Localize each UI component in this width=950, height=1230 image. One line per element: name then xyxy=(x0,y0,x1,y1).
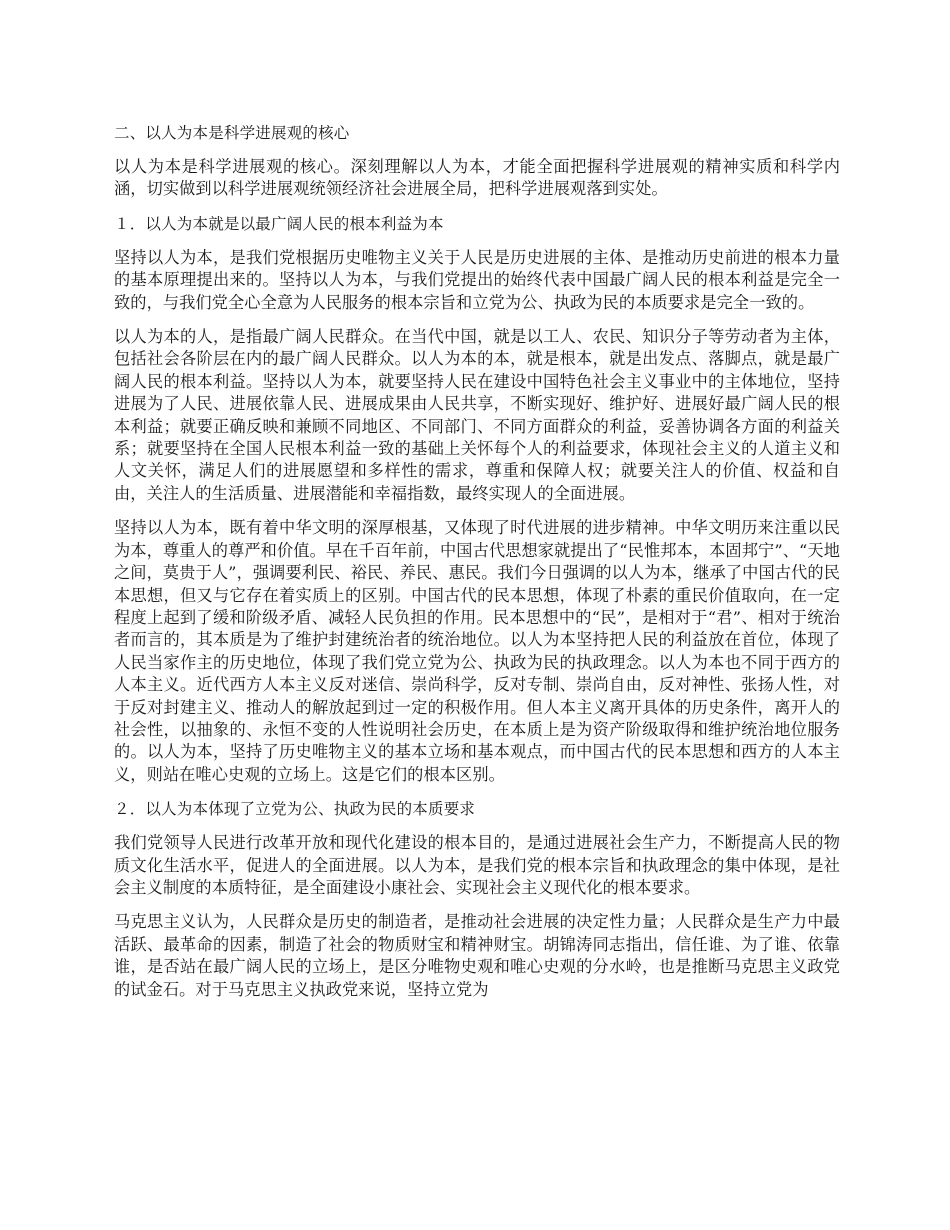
paragraph: 马克思主义认为，人民群众是历史的制造者，是推动社会进展的决定性力量；人民群众是生产力中最活跃、最革命的因素，制造了社会的物质财宝和精神财宝。胡锦涛同志指出，信任谁、为了谁、依靠谁，是否站在最广阔人民的立场上，是区分唯物史观和唯心史观的分水岭，也是推断马克思主义政党的试金石。对于马克思主义执政党来说，坚持立党为 xyxy=(114,912,840,999)
document-page xyxy=(114,122,840,1013)
subsection-title-1: １．以人为本就是以最广阔人民的根本利益为本 xyxy=(114,214,444,233)
paragraph: 我们党领导人民进行改革开放和现代化建设的根本目的，是通过进展社会生产力，不断提高人民的物质文化生活水平，促进人的全面进展。以人为本，是我们党的根本宗旨和执政理念的集中体现，是社会主义制度的本质特征，是全面建设小康社会、实现社会主义现代化的根本要求。 xyxy=(114,833,840,897)
paragraph: 坚持以人为本，既有着中华文明的深厚根基，又体现了时代进展的进步精神。中华文明历来注重以民为本，尊重人的尊严和价值。早在千百年前，中国古代思想家就提出了“民惟邦本，本固邦宁”、“天地之间，莫贵于人”，强调要利民、裕民、养民、惠民。我们今日强调的以人为本，继承了中国古代的民本思想，但又与它存在着实质上的区别。中国古代的民本思想，体现了朴素的重民价值取向，在一定程度上起到了缓和阶级矛盾、减轻人民负担的作用。民本思想中的“民”，是相对于“君”、相对于统治者而言的，其本质是为了维护封建统治者的统治地位。以人为本坚持把人民的利益放在首位，体现了人民当家作主的历史地位，体现了我们党立党为公、执政为民的执政理念。以人为本也不同于西方的人本主义。近代西方人本主义反对迷信、崇尚科学，反对专制、崇尚自由，反对神性、张扬人性，对于反对封建主义、推动人的解放起到过一定的积极作用。但人本主义离开具体的历史条件，离开人的社会性，以抽象的、永恒不变的人性说明社会历史，在本质上是为资产阶级取得和维护统治地位服务的。以人为本，坚持了历史唯物主义的基本立场和基本观点，而中国古代的民本思想和西方的人本主义，则站在唯心史观的立场上。这是它们的根本区别。 xyxy=(114,518,840,784)
paragraph: 以人为本的人，是指最广阔人民群众。在当代中国，就是以工人、农民、知识分子等劳动者为主体，包括社会各阶层在内的最广阔人民群众。以人为本的本，就是根本，就是出发点、落脚点，就是最广阔人民的根本利益。坚持以人为本，就要坚持人民在建设中国特色社会主义事业中的主体地位，坚持进展为了人民、进展依靠人民、进展成果由人民共享，不断实现好、维护好、进展好最广阔人民的根本利益；就要正确反映和兼顾不同地区、不同部门、不同方面群众的利益，妥善协调各方面的利益关系；就要坚持在全国人民根本利益一致的基础上关怀每个人的利益要求，体现社会主义的人道主义和人文关怀，满足人们的进展愿望和多样性的需求，尊重和保障人权；就要关注人的价值、权益和自由，关注人的生活质量、进展潜能和幸福指数，最终实现人的全面进展。 xyxy=(114,327,840,503)
subsection-title-2: ２．以人为本体现了立党为公、执政为民的本质要求 xyxy=(114,800,476,819)
paragraph: 坚持以人为本，是我们党根据历史唯物主义关于人民是历史进展的主体、是推动历史前进的根本力量的基本原理提出来的。坚持以人为本，与我们党提出的始终代表中国最广阔人民的根本利益是完全一致的，与我们党全心全意为人民服务的根本宗旨和立党为公、执政为民的本质要求是完全一致的。 xyxy=(114,247,840,312)
intro-paragraph: 以人为本是科学进展观的核心。深刻理解以人为本，才能全面把握科学进展观的精神实质和科学内涵，切实做到以科学进展观统领经济社会进展全局，把科学进展观落到实处。 xyxy=(114,157,840,199)
section-title: 二、以人为本是科学进展观的核心 xyxy=(114,124,350,142)
